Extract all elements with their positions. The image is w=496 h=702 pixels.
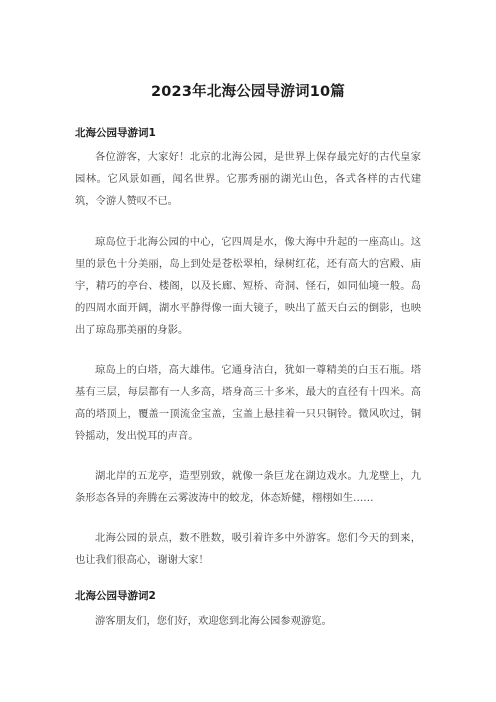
section-heading-1: 北海公园导游词1	[75, 127, 156, 139]
paragraph: 琼岛位于北海公园的中心，它四周是水，像大海中升起的一座高山。这里的景色十分美丽，岛上到处是苍松翠柏，绿树红花，还有高大的宫殿、庙宇，精巧的亭台、楼阁，以及长廊、短桥、奇洞、怪石，如同仙境一般。岛的四周水面开阔，湖水平静得像一面大镜子，映出了蓝天白云的倒影，也映出了琼岛那美丽的身影。	[75, 236, 421, 336]
section-heading-2: 北海公园导游词2	[75, 590, 156, 602]
paragraph: 游客朋友们，您们好，欢迎您到北海公园参观游览。	[95, 615, 332, 627]
document-title: 2023年北海公园导游词10篇	[150, 84, 346, 100]
paragraph: 北海公园的景点，数不胜数，吸引着许多中外游客。您们今天的到来，也让我们很高心，谢谢大家！	[75, 532, 421, 566]
paragraph: 湖北岸的五龙亭，造型别致，就像一条巨龙在湖边戏水。九龙壁上，九条形态各异的奔腾在云雾波涛中的蛟龙，体态矫健，栩栩如生……	[75, 470, 421, 504]
paragraph: 琼岛上的白塔，高大雄伟。它通身洁白，犹如一尊精美的白玉石瓶。塔基有三层，每层都有一人多高，塔身高三十多米，最大的直径有十四米。高高的塔顶上，覆盖一顶流金宝盖，宝盖上悬挂着一只只铜铃。微风吹过，铜铃摇动，发出悦耳的声音。	[75, 364, 421, 442]
paragraph: 各位游客，大家好！北京的北海公园，是世界上保存最完好的古代皇家园林。它风景如画，闻名世界。它那秀丽的湖光山色，各式各样的古代建筑，令游人赞叹不已。	[75, 151, 421, 207]
